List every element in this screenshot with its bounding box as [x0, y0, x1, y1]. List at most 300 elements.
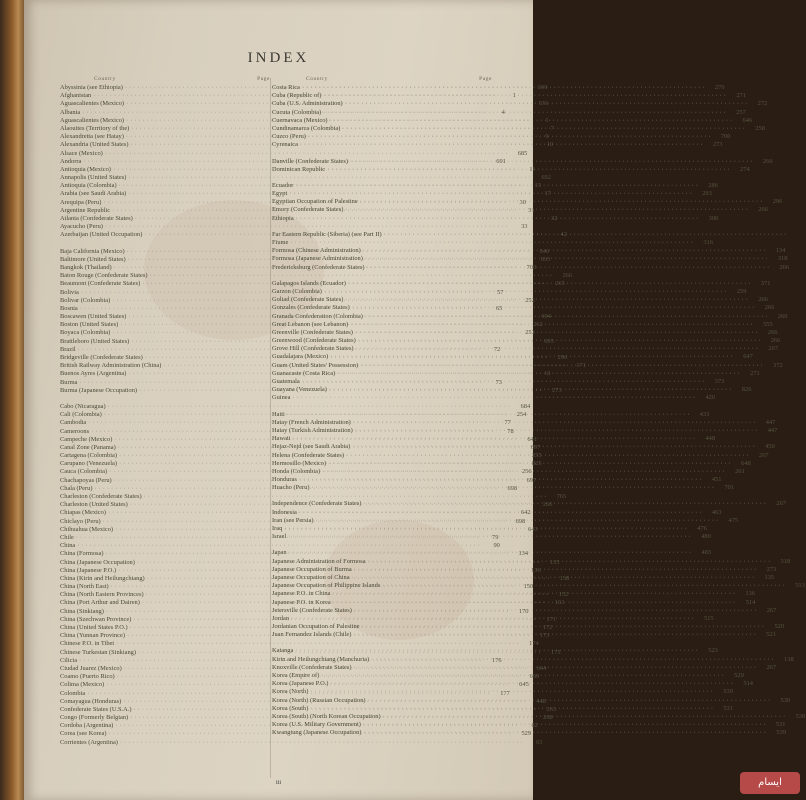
dot-leader	[346, 280, 755, 288]
entry-page: 265	[555, 280, 565, 288]
entry-country: Buenos Ayres (Argentina)	[60, 370, 127, 378]
entry-country: Haiti	[272, 410, 285, 418]
entry-page: 11	[529, 165, 536, 173]
entry-page: 175	[550, 648, 561, 656]
entry-country: Brattleboro (United States)	[60, 337, 130, 345]
dot-leader	[118, 739, 527, 747]
entry-country: Korea (North) (Russian Occupation)	[272, 696, 366, 704]
entry-page: 539	[776, 729, 787, 737]
entry-country: Chiclayo (Peru)	[60, 517, 101, 525]
entry-country: Baltimore (United States)	[60, 255, 126, 263]
entry-page: 260	[777, 312, 788, 320]
entry-country: Japanese Occupation of China	[272, 573, 350, 581]
page-title: INDEX	[247, 50, 310, 66]
column-divider	[270, 78, 271, 778]
dot-leader	[361, 247, 770, 255]
dot-leader	[340, 125, 749, 133]
dot-leader	[382, 231, 791, 239]
entry-page: 296	[772, 198, 783, 206]
section-gap	[272, 541, 494, 549]
entry-page: 268	[543, 714, 553, 722]
entry-country: Hatay (French Administration)	[272, 418, 351, 426]
entry-page: 447	[765, 418, 776, 426]
entry-country: Chinese Turkestan (Sinkiang)	[60, 648, 136, 656]
entry-country: Guayana (Venezuela)	[272, 386, 327, 394]
entry-country: Aguascalientes (Mexico)	[60, 100, 125, 108]
entry-country: Danville (Confederate States)	[272, 157, 348, 165]
dot-leader	[328, 117, 737, 125]
entry-page: 134	[775, 247, 786, 255]
dot-leader	[319, 672, 728, 680]
entry-page: 515	[704, 614, 714, 622]
dot-leader	[356, 337, 765, 345]
dot-leader	[352, 607, 761, 615]
entry-page: 72	[493, 345, 501, 353]
entry-page: 135	[549, 558, 560, 566]
entry-country: Cyrenaica	[272, 141, 298, 149]
entry-country: Canal Zone (Panama)	[60, 443, 116, 451]
entry-page: 685	[517, 149, 528, 157]
entry-page: 273	[712, 141, 723, 149]
entry-country: Garzon (Colombia)	[272, 287, 322, 295]
dot-leader	[380, 582, 789, 590]
entry-page: 31	[528, 206, 535, 214]
entry-country: Cuba (Republic of)	[272, 92, 322, 100]
entry-country: British Railway Administration (China)	[60, 362, 162, 370]
index-entry	[60, 738, 543, 747]
entry-page: 261	[735, 467, 745, 475]
dot-leader	[330, 590, 739, 598]
entry-country: Azerbaijan (United Occupation)	[60, 231, 143, 239]
entry-page	[790, 231, 806, 239]
entry-page: 450	[765, 443, 775, 451]
entry-page: 271	[750, 369, 760, 377]
index-entry	[272, 92, 746, 100]
entry-page: 266	[542, 501, 553, 509]
entry-country: Galapagos Islands (Ecuador)	[272, 279, 346, 287]
entry-page: 266	[764, 304, 775, 312]
page-number: iii	[275, 780, 281, 786]
dot-leader	[353, 427, 762, 435]
dot-leader	[300, 84, 709, 92]
entry-page: 483	[701, 549, 712, 557]
dot-leader	[363, 255, 772, 263]
entry-country: Jetersville (Confederate States)	[272, 606, 352, 614]
entry-country: Cali (Colombia)	[60, 411, 102, 419]
entry-page: 700	[526, 263, 537, 271]
entry-country: Far Eastern Republic (Siberia) (see Part II)	[272, 230, 382, 238]
entry-page: 266	[779, 263, 790, 271]
entry-country: Colima (Mexico)	[60, 681, 105, 689]
entry-country: Iraq	[272, 525, 283, 532]
entry-country: Congo (Formerly Belgian)	[60, 714, 129, 722]
entry-country: Kwangtung (Japanese Occupation)	[272, 729, 362, 737]
index-entry	[60, 149, 528, 158]
entry-page: 699	[529, 673, 540, 681]
entry-page: 765	[556, 493, 567, 500]
entry-country: China (Kirin and Heilungchiang)	[60, 574, 145, 582]
dot-leader	[348, 158, 757, 166]
entry-country: Greenwood (Confederate States)	[272, 337, 356, 345]
dot-leader	[294, 215, 703, 223]
dot-leader	[328, 353, 737, 361]
dot-leader	[358, 198, 767, 206]
entry-country: Abyssinia (see Ethiopia)	[60, 84, 123, 91]
entry-page: 138	[784, 655, 794, 663]
entry-country: Korea (U.S. Military Government)	[272, 721, 361, 729]
entry-page: 555	[763, 320, 773, 328]
entry-country: China (Japanese Occupation)	[60, 558, 135, 566]
entry-page: 476	[697, 525, 707, 532]
entry-page: 267	[766, 606, 777, 614]
entry-country: Great Lebanon (see Lebanon)	[272, 320, 349, 328]
dot-leader	[361, 729, 770, 737]
entry-country: Beaumont (Confederate States)	[60, 280, 141, 288]
dot-leader	[352, 664, 761, 672]
entry-country: China (Japanese P.O.)	[60, 566, 117, 574]
entry-country: Goliad (Confederate States)	[272, 296, 344, 304]
entry-country: Kirin and Heilungchiang (Manchuria)	[272, 655, 370, 663]
dot-leader	[369, 656, 778, 664]
entry-page: 266	[770, 337, 781, 345]
section-gap	[272, 150, 494, 158]
entry-country: Cameroons	[60, 427, 90, 435]
dot-leader	[321, 109, 730, 117]
entry-page: 7	[550, 124, 554, 132]
entry-country: Burma	[60, 378, 78, 386]
entry-page: 138	[559, 574, 570, 582]
entry-country: Knoxville (Confederate States)	[272, 663, 352, 671]
dot-leader	[358, 362, 767, 370]
entry-country: Guanacaste (Costa Rica)	[272, 369, 336, 377]
dot-leader	[320, 468, 729, 476]
entry-country: Bangkok (Thailand)	[60, 263, 112, 271]
entry-page: 448	[536, 697, 546, 705]
section-gap	[272, 639, 494, 647]
section-gap	[272, 174, 494, 182]
entry-page: 641	[527, 435, 537, 443]
entry-page: 644	[536, 664, 547, 672]
entry-country: Chachapoyas (Peru)	[60, 476, 112, 484]
dot-leader	[353, 329, 762, 337]
entry-country: Cilicia	[60, 656, 78, 664]
entry-page: 640	[539, 247, 550, 255]
dot-leader	[366, 558, 775, 566]
entry-country: Cauca (Colombia)	[60, 468, 108, 476]
entry-page: 42	[560, 231, 567, 239]
dot-leader	[314, 517, 723, 525]
entry-page: 697	[526, 476, 537, 484]
entry-country: China (Sinkiang)	[60, 607, 104, 615]
entry-page: 77	[504, 419, 511, 427]
dot-leader	[321, 92, 730, 100]
entry-page: 645	[519, 681, 529, 689]
dot-leader	[331, 599, 740, 607]
entry-page: 170	[518, 607, 529, 615]
section-gap	[272, 272, 494, 280]
dot-leader	[293, 647, 702, 655]
entry-page: 420	[705, 394, 716, 402]
entry-page: 372	[773, 361, 783, 369]
index-entry	[272, 116, 753, 125]
entry-page: 256	[522, 468, 532, 476]
entry-page: 318	[777, 255, 788, 263]
dot-leader	[325, 166, 734, 174]
dot-leader	[335, 370, 744, 378]
entry-page: 163	[554, 599, 565, 607]
entry-page: 152	[558, 591, 569, 599]
entry-page: 272	[757, 100, 768, 108]
entry-country: Emory (Confederate States)	[272, 206, 344, 214]
entry-country: Korea (Empire of)	[272, 672, 320, 679]
index-entry	[272, 239, 713, 247]
entry-country: Korea (Japanese P.O.)	[272, 680, 329, 688]
entry-page: 530	[723, 688, 733, 696]
entry-country: Fiume	[272, 239, 289, 246]
entry-page: 521	[766, 631, 776, 639]
entry-country: Cartagena (Colombia)	[60, 452, 117, 460]
column-header	[272, 75, 494, 84]
entry-country: Guam (United States' Possession)	[272, 361, 359, 369]
index-entry	[272, 231, 494, 239]
entry-country: Japanese Administration of Formosa	[272, 557, 366, 565]
entry-page: 262	[533, 321, 543, 329]
section-gap	[272, 492, 494, 500]
entry-country: Cuzco (Peru)	[272, 133, 306, 141]
entry-country: Jordanian Occupation of Palestine	[272, 623, 360, 631]
entry-page: 514	[745, 598, 756, 606]
entry-page: 530	[780, 696, 791, 704]
entry-country: Jordan	[272, 614, 290, 622]
entry-page: 255	[531, 452, 542, 460]
entry-country: Cundinamarca (Colombia)	[272, 124, 341, 132]
entry-page: 1	[545, 116, 549, 124]
entry-page: 523	[708, 647, 718, 655]
entry-page: 259	[736, 287, 747, 295]
entry-country: Cordoba (Argentina)	[60, 722, 114, 730]
entry-page: 447	[767, 426, 778, 434]
entry-page: 136	[531, 566, 541, 574]
entry-country: Chala (Peru)	[60, 484, 93, 492]
entry-country: Brazil	[60, 345, 76, 353]
dot-leader	[290, 394, 699, 402]
dot-leader	[306, 133, 715, 141]
entry-country: China (United States P.O.)	[60, 624, 128, 631]
entry-country: Guadalajara (Mexico)	[272, 353, 329, 361]
dot-leader	[351, 419, 760, 427]
entry-country: Charleston (Confederate States)	[60, 493, 142, 500]
entry-page: 697	[530, 443, 541, 451]
entry-country: Colombia	[60, 689, 86, 697]
dot-leader	[350, 304, 759, 312]
entry-page: 9	[545, 133, 549, 141]
entry-country: China (North Eastern Provinces)	[60, 591, 144, 599]
entry-page: 177	[500, 689, 510, 697]
entry-country: China (Yunnan Province)	[60, 632, 125, 640]
entry-page: 647	[743, 353, 753, 361]
dot-leader	[297, 476, 706, 484]
dot-leader	[352, 566, 761, 574]
entry-page: 267	[766, 663, 777, 671]
entry-page: 176	[492, 656, 502, 664]
entry-country: Andorra	[60, 157, 82, 165]
index-entry	[272, 124, 765, 133]
dot-leader	[300, 378, 709, 386]
entry-page: 79	[492, 533, 499, 541]
entry-country: Chiapas (Mexico)	[60, 509, 106, 517]
dot-leader	[328, 680, 737, 688]
entry-country: Ciudad Juarez (Mexico)	[60, 664, 122, 672]
entry-country: Argentine Republic	[60, 206, 111, 214]
entry-page: 266	[758, 296, 768, 304]
entry-page: 316	[703, 239, 713, 246]
entry-country: China (Port Arthur and Dairen)	[60, 599, 140, 607]
entry-page: 648	[741, 459, 751, 467]
entry-page: 825	[531, 460, 542, 468]
entry-country: Baja California (Mexico)	[60, 247, 125, 255]
entry-country: Campeche (Mexico)	[60, 435, 113, 443]
entry-country: Hawaii	[272, 435, 291, 443]
entry-country: Corea (see Korea)	[60, 730, 107, 738]
entry-page: 17	[544, 190, 551, 198]
entry-page: 266	[767, 328, 778, 336]
entry-page: 480	[701, 533, 711, 541]
entry-country: Alaouites (Territory of the)	[60, 124, 130, 132]
entry-page: 300	[537, 84, 548, 91]
entry-country: Katanga	[272, 647, 294, 655]
section-gap	[272, 223, 494, 231]
entry-country: Grove Hill (Confederate States)	[272, 345, 354, 353]
entry-country: Bolivia	[60, 288, 79, 296]
entry-country: Aguascalientes (Mexico)	[60, 116, 125, 124]
entry-country: Arequipa (Peru)	[60, 198, 102, 206]
entry-country: Independence (Confederate States)	[272, 500, 362, 508]
entry-page: 520	[774, 623, 785, 631]
dot-leader	[360, 623, 769, 631]
dot-leader	[343, 296, 752, 304]
entry-country: Guatemala	[272, 378, 300, 385]
dot-leader	[361, 500, 770, 508]
entry-country: Egyptian Occupation of Palestine	[272, 198, 358, 206]
entry-page: 134	[518, 550, 529, 558]
dot-leader	[286, 533, 695, 541]
entry-page: 693	[540, 255, 551, 263]
entry-country: Hermosillo (Mexico)	[272, 459, 327, 467]
entry-country: Indonesia	[272, 508, 297, 516]
entry-country: Afghanistan	[60, 92, 92, 100]
entry-page: 373	[714, 378, 725, 385]
entry-country: Granada Confederation (Colombia)	[272, 312, 363, 320]
entry-country: Boscawen (United States)	[60, 313, 127, 321]
entry-page: 701	[724, 484, 735, 492]
entry-country: Boston (United States)	[60, 321, 119, 329]
entry-country: Comayagua (Honduras)	[60, 697, 122, 705]
entry-page: 173	[539, 632, 550, 640]
entry-country: Huacho (Peru)	[272, 484, 310, 492]
entry-page: 63	[536, 738, 543, 746]
entry-country: Fredericksburg (Confederate States)	[272, 263, 365, 271]
entry-page: 32	[550, 215, 558, 222]
entry-country: Corrientes (Argentina)	[60, 738, 118, 746]
entry-page: 267	[768, 345, 779, 353]
entry-page: 135	[764, 573, 775, 581]
entry-page: 61	[544, 370, 551, 378]
dot-leader	[287, 549, 696, 557]
entry-country: Bolivar (Colombia)	[60, 296, 111, 304]
entry-country: Carupano (Venezuela)	[60, 460, 117, 468]
entry-page: 698	[515, 517, 526, 525]
entry-page: 266	[762, 157, 773, 165]
dot-leader	[381, 713, 790, 721]
entry-country: Alexandretta (see Hatay)	[60, 133, 124, 141]
dot-leader	[289, 615, 698, 623]
entry-country: Formosa (Japanese Administration)	[272, 255, 363, 263]
entry-country: Hatay (Turkish Administration)	[272, 426, 353, 434]
dot-leader	[361, 721, 770, 729]
entry-page: 171	[576, 362, 586, 370]
index-entry	[60, 223, 528, 231]
dot-leader	[363, 313, 772, 321]
entry-page: 296	[557, 354, 568, 361]
entry-page: 826	[741, 386, 752, 394]
entry-country: Boyaca (Colombia)	[60, 329, 111, 337]
entry-country: Burma (Japanese Occupation)	[60, 386, 138, 394]
entry-country: Honduras	[272, 476, 297, 484]
entry-country: Coamo (Puerto Rico)	[60, 673, 115, 681]
dot-leader	[366, 697, 775, 705]
entry-page: 4	[501, 108, 505, 116]
entry-page: 531	[775, 721, 786, 729]
entry-page: 691	[496, 157, 506, 165]
index-entry	[60, 542, 500, 550]
entry-page: 73	[495, 378, 502, 386]
entry-country: Arabia (see Saudi Arabia)	[60, 190, 127, 198]
column-header-page: Page	[257, 76, 270, 82]
entry-country: Baton Rouge (Confederate States)	[60, 272, 148, 280]
index-entry	[60, 493, 567, 501]
entry-page: 30	[519, 198, 526, 206]
entry-page: 646	[742, 116, 753, 124]
dot-leader	[282, 525, 691, 533]
index-entry	[60, 272, 573, 280]
entry-country: Cuernavaca (Mexico)	[272, 116, 328, 124]
watermark-logo: ایسام	[740, 772, 800, 794]
column-header	[60, 75, 272, 84]
entry-country: Antioquia (Colombia)	[60, 182, 117, 190]
entry-page: 433	[699, 410, 710, 418]
entry-page: 318	[780, 557, 791, 565]
section-gap	[60, 395, 272, 403]
entry-page: 33	[521, 223, 528, 231]
entry-country: Costa Rica	[272, 84, 300, 91]
entry-page: 475	[728, 516, 739, 524]
entry-page: 531	[723, 704, 733, 712]
entry-country: Korea (North)	[272, 688, 309, 696]
section-gap	[272, 403, 494, 411]
entry-country: Japanese Occupation of Philippine Islands	[272, 582, 381, 590]
index-entry	[272, 394, 716, 402]
entry-country: Alsace (Mexico)	[60, 149, 103, 157]
entry-country: Korea (South)	[272, 704, 309, 712]
dot-leader	[308, 705, 717, 713]
entry-country: Bridgeville (Confederate States)	[60, 354, 143, 361]
entry-page: 267	[759, 451, 769, 459]
entry-country: Formosa (Chinese Administration)	[272, 247, 361, 255]
entry-page: 513	[795, 582, 805, 590]
entry-page: 273	[766, 565, 777, 573]
entry-country: Iran (see Persia)	[272, 516, 314, 524]
index-entry	[272, 108, 746, 117]
